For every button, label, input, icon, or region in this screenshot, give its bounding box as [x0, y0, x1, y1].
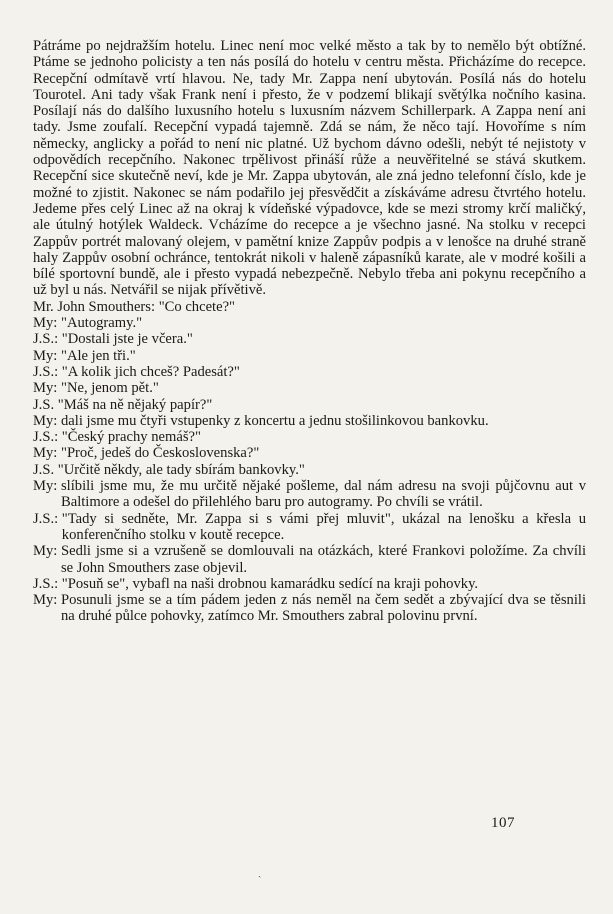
dialogue-line [33, 397, 586, 413]
utterance-text: "Máš na ně nějaký papír?" [57, 396, 213, 413]
dialogue-line [33, 380, 586, 396]
speaker-label: J.S. [33, 396, 58, 413]
speaker-label: My: [33, 412, 61, 429]
speaker-label: J.S.: [33, 575, 62, 592]
dialogue-line [33, 413, 586, 429]
utterance-text: Sedli jsme si a vzrušeně se domlouvali na otázkách, které Frankovi položíme. Za chvíli se John Smouthers zase objevil. [60, 543, 586, 576]
dialogue-line [33, 299, 586, 315]
utterance-text: slíbili jsme mu, že mu určitě nějaké pošleme, dal nám adresu na svoji půjčovnu aut v Baltimore a odešel do přilehlého baru pro autogramy. Po chvíli se vrátil. [60, 478, 586, 511]
speaker-label: J.S.: [33, 429, 62, 446]
speaker-label: J.S.: [33, 510, 62, 527]
dialogue-line [33, 576, 586, 592]
dialogue-line [33, 315, 586, 331]
speaker-label: My: [33, 315, 61, 332]
print-speck: ˏ [258, 867, 262, 878]
page-body [33, 38, 586, 625]
utterance-text: "Tady si sedněte, Mr. Zappa si s vámi přej mluvit", ukázal na lenošku a křesla u konferenčního stolku v koutě recepce. [61, 510, 586, 543]
speaker-label: My: [33, 380, 61, 397]
utterance-text: "Autogramy." [60, 315, 143, 332]
dialogue-line [33, 511, 586, 544]
speaker-label: My: [33, 592, 61, 609]
utterance-text: "Ale jen tři." [60, 347, 136, 364]
dialogue-line [33, 445, 586, 461]
speaker-label: J.S.: [33, 363, 62, 380]
speaker-label: J.S. [33, 461, 58, 478]
dialogue-line [33, 478, 586, 511]
intro-paragraph: Pátráme po nejdražším hotelu. Linec není moc velké město a tak by to nemělo být obtížné. Ptáme se jednoho policisty a ten nás posílá do hotelu v centru města. Přicházíme do recepce. Recepční odmítavě vrtí hlavou. Ne, tady Mr. Zappa není ubytován. Posílá nás do hotelu Tourotel. Ani tady však Frank není i přesto, že v podzemí blikají světýlka nočního kasina. Posílají nás do dalšího luxusního hotelu s luxusním názvem Schillerpark. A Zappa není ani tady. Jsme zoufalí. Recepční vypadá tajemně. Zdá se nám, že něco tají. Hovoříme s ním německy, anglicky a pořád to není nic platné. Už bychom dávno odešli, nebýt té nejistoty v odpovědích recepčního. Nakonec trpělivost přináší růže a neuvěřitelné se stává skutkem. Recepční sice skutečně neví, kde je Mr. Zappa ubytován, ale zná jedno telefonní číslo, kde je možné to zjistit. Nakonec se nám podařilo jej přesvědčit a získáváme adresu čtvrtého hotelu. Jedeme přes celý Linec až na okraj k vídeňské výpadovce, kde se mezi stromy krčí maličký, ale útulný hotýlek Waldeck. Vcházíme do recepce a je všechno jasné. Na stolku v recepci Zappův portrét malovaný olejem, v pamětní knize Zappův podpis a v lenošce na druhé straně haly Zappův osobní ochránce, tentokrát nikoli v haleně zápasníků karate, ale v modré košili a bílé sportovní bundě, ale i přesto vypadá nebezpečně. Nebylo třeba ani pokynu recepčního a už byl u nás. Netvářil se nijak přívětivě. [33, 38, 586, 299]
dialogue-line [33, 592, 586, 625]
utterance-text: "Co chcete?" [158, 298, 236, 315]
speaker-label: Mr. John Smouthers: [33, 298, 159, 315]
dialogue-line [33, 429, 586, 445]
speaker-label: J.S.: [33, 331, 62, 348]
utterance-text: "Určitě někdy, ale tady sbírám bankovky." [57, 461, 305, 478]
speaker-label: My: [33, 347, 61, 364]
utterance-text: Posunuli jsme se a tím pádem jeden z nás neměl na čem sedět a zbývající dva se těsnili na druhé půlce pohovky, zatímco Mr. Smouthers zabral polovinu první. [60, 592, 586, 625]
utterance-text: "Posuň se", vybafl na naši drobnou kamarádku sedící na kraji pohovky. [61, 575, 479, 592]
speaker-label: My: [33, 445, 61, 462]
page-number: 107 [491, 815, 515, 831]
utterance-text: dali jsme mu čtyři vstupenky z koncertu a jednu stošilinkovou bankovku. [60, 412, 489, 429]
utterance-text: "A kolik jich chceš? Padesát?" [61, 363, 240, 380]
utterance-text: "Proč, jedeš do Československa?" [60, 445, 260, 462]
speaker-label: My: [33, 478, 61, 495]
dialogue-line [33, 364, 586, 380]
utterance-text: "Český prachy nemáš?" [61, 429, 201, 446]
speaker-label: My: [33, 543, 61, 560]
dialogue-line [33, 462, 586, 478]
dialogue-line [33, 348, 586, 364]
dialogue-list [33, 299, 586, 625]
utterance-text: "Ne, jenom pět." [60, 380, 159, 397]
dialogue-line [33, 331, 586, 347]
dialogue-line [33, 543, 586, 576]
utterance-text: "Dostali jste je včera." [61, 331, 193, 348]
